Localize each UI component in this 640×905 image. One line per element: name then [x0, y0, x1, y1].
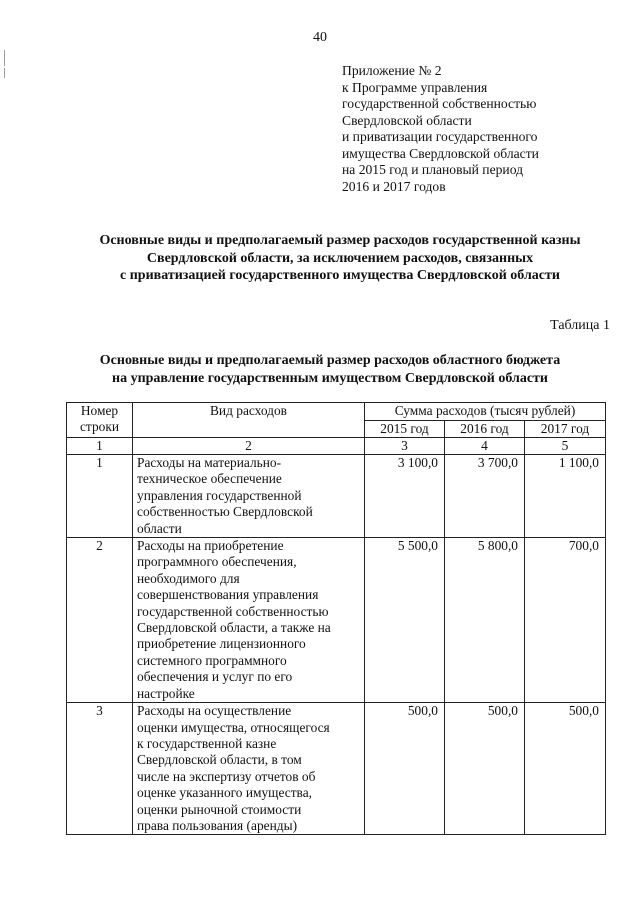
column-number: 2 — [133, 438, 365, 455]
description-line: области — [137, 520, 182, 536]
value-2017: 1 100,0 — [525, 455, 606, 538]
description-line: собственностью Свердловской — [137, 504, 313, 520]
appendix-line: имущества Свердловской области — [342, 145, 539, 161]
header-text: строки — [79, 418, 120, 434]
header-text: Номер — [80, 403, 119, 418]
header-year-2017: 2017 год — [525, 421, 606, 438]
row-number: 3 — [67, 703, 133, 835]
column-number: 4 — [445, 438, 525, 455]
row-description — [133, 703, 365, 835]
description-line: оценки рыночной стоимости — [137, 801, 302, 817]
table-row — [67, 703, 606, 835]
table-label: Таблица 1 — [550, 318, 610, 333]
header-sum: Сумма расходов (тысяч рублей) — [365, 403, 606, 421]
value-2015: 5 500,0 — [365, 538, 445, 703]
appendix-line: Приложение № 2 — [342, 63, 442, 78]
column-number: 1 — [67, 438, 133, 455]
description-line: оценке указанного имущества, — [137, 785, 312, 801]
description-line: Расходы на осуществление — [137, 703, 292, 719]
row-number: 1 — [67, 455, 133, 538]
row-number: 2 — [67, 538, 133, 703]
appendix-line: и приватизации государственного — [342, 129, 538, 144]
title-line: Свердловской области, за исключением расходов, связанных — [146, 250, 534, 266]
description-line: настройке — [137, 685, 195, 701]
row-description — [133, 455, 365, 538]
value-2015: 3 100,0 — [365, 455, 445, 538]
header-row-number — [67, 403, 133, 438]
table-row — [67, 538, 606, 703]
description-line: числе на экспертизу отчетов об — [137, 768, 316, 784]
column-number: 5 — [525, 438, 606, 455]
description-line: Расходы на материально- — [137, 455, 282, 470]
title-line: с приватизацией государственного имущества Свердловской области — [120, 268, 560, 283]
table-title-line: Основные виды и предполагаемый размер расходов областного бюджета — [99, 353, 561, 368]
appendix-line: к Программе управления — [342, 79, 488, 95]
table-title-line: на управление государственным имуществом Свердловской области — [112, 370, 548, 386]
expenses-table — [66, 402, 606, 835]
description-line: к государственной казне — [137, 735, 277, 751]
description-line: обеспечения и услуг по его — [137, 669, 293, 685]
value-2017: 500,0 — [525, 703, 606, 835]
table-title — [20, 352, 640, 387]
description-line: Свердловской области, а также на — [137, 620, 331, 636]
appendix-line: государственной собственностью — [342, 96, 537, 111]
header-expense-type: Вид расходов — [133, 403, 365, 438]
value-2016: 5 800,0 — [445, 538, 525, 703]
description-line: права пользования (аренды) — [137, 817, 298, 833]
column-number: 3 — [365, 438, 445, 455]
page-number: 40 — [313, 30, 327, 45]
document-title — [40, 232, 640, 285]
value-2016: 500,0 — [445, 703, 525, 835]
appendix-line: Свердловской области — [342, 112, 472, 128]
description-line: управления государственной — [137, 487, 302, 503]
header-year-2015: 2015 год — [365, 421, 445, 438]
description-line: системного программного — [137, 652, 287, 668]
description-line: Расходы на приобретение — [137, 538, 284, 554]
description-line: совершенствования управления — [137, 587, 319, 603]
row-description — [133, 538, 365, 703]
description-line: техническое обеспечение — [137, 471, 282, 487]
value-2016: 3 700,0 — [445, 455, 525, 538]
description-line: Свердловской области, в том — [137, 752, 302, 768]
description-line: оценки имущества, относящегося — [137, 719, 330, 735]
table-row — [67, 455, 606, 538]
margin-mark — [4, 68, 5, 78]
value-2017: 700,0 — [525, 538, 606, 703]
appendix-note — [342, 63, 632, 195]
appendix-line: на 2015 год и плановый период — [342, 162, 524, 177]
description-line: приобретение лицензионного — [137, 636, 306, 652]
title-line: Основные виды и предполагаемый размер расходов государственной казны — [99, 233, 581, 248]
description-line: программного обеспечения, — [137, 554, 297, 570]
margin-mark — [4, 50, 5, 66]
appendix-line: 2016 и 2017 годов — [342, 178, 446, 194]
value-2015: 500,0 — [365, 703, 445, 835]
header-year-2016: 2016 год — [445, 421, 525, 438]
description-line: государственной собственностью — [137, 603, 329, 619]
description-line: необходимого для — [137, 570, 240, 586]
